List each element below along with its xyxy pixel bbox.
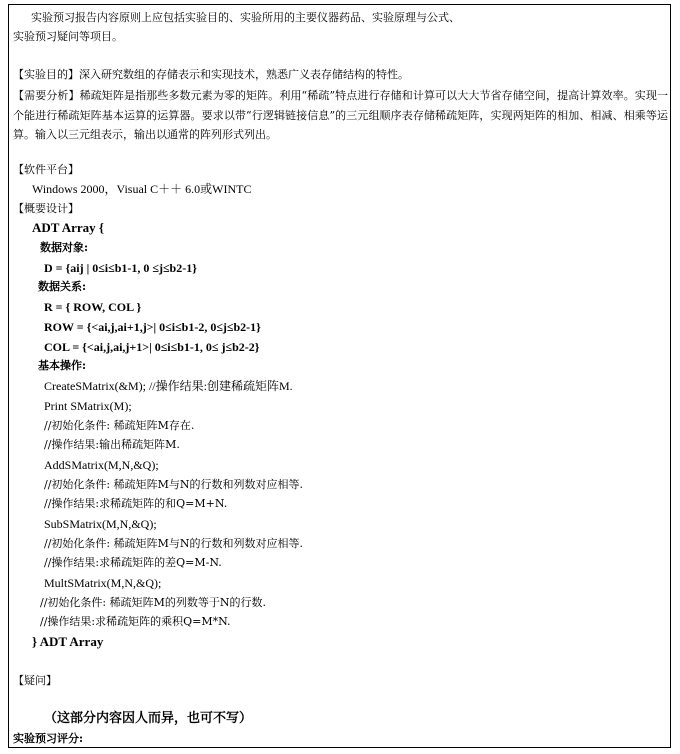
op-line: //初始化条件: 稀疏矩阵M存在. xyxy=(44,419,195,432)
purpose-label: 【实验目的】 xyxy=(13,68,79,81)
op-line: //操作结果:求稀疏矩阵的和Q=M+N. xyxy=(44,497,228,510)
relation-r: R = { ROW, COL } xyxy=(44,300,142,314)
report-document xyxy=(8,4,671,748)
purpose-text: 深入研究数组的存储表示和实现技术，熟悉广义表存储结构的特性。 xyxy=(79,68,409,81)
data-objects-label: 数据对象: xyxy=(40,241,89,254)
op-line: //操作结果:输出稀疏矩阵M. xyxy=(44,438,180,451)
op-line: //初始化条件: 稀疏矩阵M与N的行数和列数对应相等. xyxy=(44,537,303,550)
platform-label: 【软件平台】 xyxy=(13,163,79,176)
op-line: //初始化条件: 稀疏矩阵M与N的行数和列数对应相等. xyxy=(44,478,303,491)
relation-col: COL = {<ai,j,ai,j+1>| 0≤i≤b1-1, 0≤ j≤b2-2} xyxy=(44,340,260,354)
op-line: SubSMatrix(M,N,&Q); xyxy=(44,517,157,531)
adt-open: ADT Array { xyxy=(32,220,105,235)
op-line: MultSMatrix(M,N,&Q); xyxy=(44,576,162,590)
op-line: //操作结果:求稀疏矩阵的差Q=M-N. xyxy=(44,556,222,569)
question-label: 【疑问】 xyxy=(13,674,57,687)
intro-line-2: 实验预习疑问等项目。 xyxy=(13,30,123,43)
op-line: //操作结果:求稀疏矩阵的乘积Q=M*N. xyxy=(40,615,231,628)
data-objects-def: D = {aij | 0≤i≤b1-1, 0 ≤j≤b2-1} xyxy=(44,261,197,275)
design-label: 【概要设计】 xyxy=(13,202,79,215)
ops-label: 基本操作: xyxy=(38,359,87,372)
op-line: AddSMatrix(M,N,&Q); xyxy=(44,458,159,472)
op-line: //初始化条件: 稀疏矩阵M的列数等于N的行数. xyxy=(40,596,266,609)
question-note: （这部分内容因人而异，也可不写） xyxy=(44,711,253,726)
adt-close: } ADT Array xyxy=(32,634,104,649)
score-label: 实验预习评分: xyxy=(13,732,84,745)
analysis-section xyxy=(13,86,668,145)
platform-text: Windows 2000，Visual C＋＋ 6.0或WINTC xyxy=(32,182,252,196)
intro-line-1: 实验预习报告内容原则上应包括实验目的、实验所用的主要仪器药品、实验原理与公式、 xyxy=(31,11,460,24)
purpose-section xyxy=(13,67,409,83)
op-line: Print SMatrix(M); xyxy=(44,399,132,413)
analysis-text: 稀疏矩阵是指那些多数元素为零的矩阵。利用“稀疏”特点进行存储和计算可以大大节省存储空间，提高计算效率。实现一个能进行稀疏矩阵基本运算的运算器。要求以带“行逻辑链接信息”的三元组顺序表存储稀疏矩阵，实现两矩阵的相加、相减、相乘等运算。输入以三元组表示，输出以通常的阵列形式列出。 xyxy=(13,89,669,141)
relation-row: ROW = {<ai,j,ai+1,j>| 0≤i≤b1-2, 0≤j≤b2-1} xyxy=(44,320,261,334)
op-line: CreateSMatrix(&M); //操作结果:创建稀疏矩阵M. xyxy=(44,379,293,393)
relations-label: 数据关系: xyxy=(38,280,87,293)
analysis-label: 【需要分析】 xyxy=(13,89,80,102)
